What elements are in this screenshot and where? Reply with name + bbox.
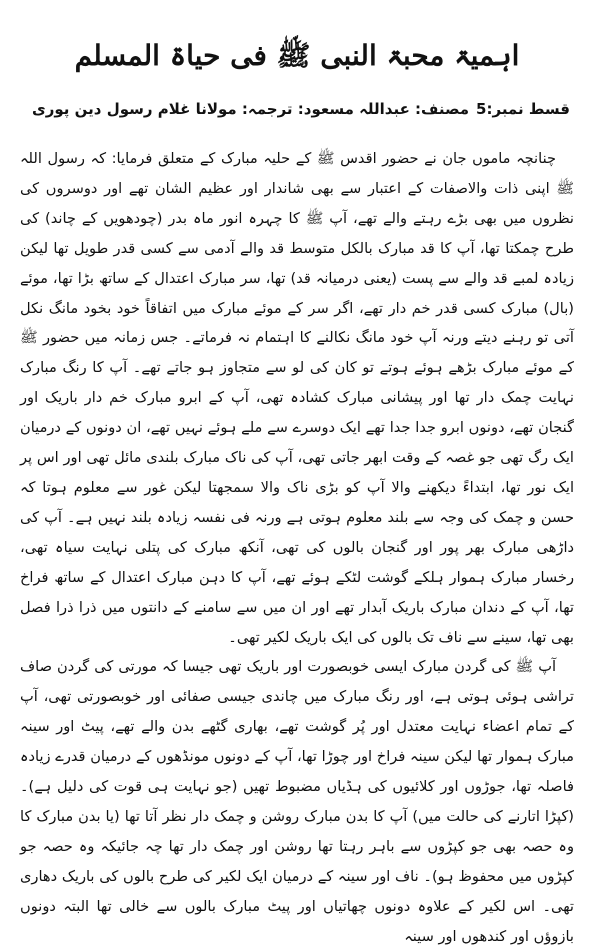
paragraph: آپ ﷺ کی گردن مبارک ایسی خوبصورت اور باریک تھی جیسا کہ مورتی کی گردن صاف تراشی ہوئی ہوتی ہے، اور رنگ مبارک میں چاندی جیسی صفائی اور خوبصورتی تھی، آپ کے تمام اعضاء نہایت معتدل اور پُر گوشت تھے، بھاری گٹھے بدن والے تھے، پیٹ اور سینہ مبارک ہموار تھا لیکن سینہ فراخ اور چوڑا تھا، آپ کے دونوں مونڈھوں کے درمیان قدرے زیادہ فاصلہ تھا، جوڑوں اور کلائیوں کی ہڈیاں مضبوط تھیں (جو نہایت ہی قوت کی دلیل ہے)۔ (کپڑا اتارنے کی حالت میں) آپ کا بدن مبارک روشن و چمک دار نظر آتا تھا (یا بدن مبارک کا وہ حصہ بھی جو کپڑوں سے باہر رہتا تھا روشن اور چمک دار تھا چہ جائیکہ وہ حصہ جو کپڑوں میں محفوظ ہو)۔ ناف اور سینہ کے درمیان ایک لکیر کی طرح بالوں کی باریک دھاری تھی۔ اس لکیر کے علاوہ دونوں چھاتیاں اور پیٹ مبارک بالوں سے خالی تھا البتہ دونوں بازوؤں اور کندھوں اور سینہ xyxy=(20,658,574,945)
author-translator-credit: مصنف: عبداللہ مسعود: ترجمہ: مولانا غلام رسول دین پوری xyxy=(32,100,470,118)
article-body xyxy=(20,144,574,951)
article-title: اہمیۃ محبۃ النبی ﷺ فی حیاۃ المسلم xyxy=(74,39,520,72)
episode-number: قسط نمبر:5 xyxy=(476,100,570,118)
article-byline xyxy=(20,94,574,124)
paragraph: چنانچہ ماموں جان نے حضور اقدس ﷺ کے حلیہ مبارک کے متعلق فرمایا: کہ رسول اللہ ﷺ اپنی ذات والاصفات کے اعتبار سے بھی شاندار اور عظیم الشان تھے اور دوسروں کی نظروں میں بھی بڑے رہتے والے تھے، آپ ﷺ کا چہرہ انور ماہ بدر (چودھویں کے چاند) کی طرح چمکتا تھا، آپ کا قد مبارک بالکل متوسط قد والے آدمی سے کسی قدر طویل تھا لیکن زیادہ لمبے قد والے سے پست (یعنی درمیانہ قد) تھا، سر مبارک اعتدال کے ساتھ بڑا تھا، موئے (بال) مبارک کسی قدر خم دار تھے، اگر سر کے موئے مبارک میں اتفاقاً خود بخود مانگ نکل آتی تو رہنے دیتے ورنہ آپ خود مانگ نکالنے کا اہتمام نہ فرماتے۔ جس زمانہ میں حضور ﷺ کے موئے مبارک بڑھے ہوئے ہوتے تو کان کی لو سے متجاوز ہو جاتے تھے۔ آپ کا رنگ مبارک نہایت چمک دار تھا اور پیشانی مبارک کشادہ تھی، آپ کے ابرو مبارک خم دار باریک اور گنجان تھے، دونوں ابرو جدا جدا تھے ایک دوسرے سے ملے ہوئے نہیں تھے، ان دونوں کے درمیان ایک رگ تھی جو غصہ کے وقت ابھر جاتی تھی، آپ کی ناک مبارک بلندی مائل تھی اور اس پر ایک نور تھا، ابتداءً دیکھنے والا آپ کو بڑی ناک والا سمجھتا لیکن غور سے معلوم ہوتا کہ حسن و چمک کی وجہ سے بلند معلوم ہوتی ہے ورنہ فی نفسہ زیادہ بلند نہیں ہے۔ آپ کی داڑھی مبارک بھر پور اور گنجان بالوں کی تھی، آنکھ مبارک کی پتلی نہایت سیاہ تھی، رخسار مبارک ہموار ہلکے گوشت لٹکے ہوئے تھے، آپ کا دہن مبارک اعتدال کے ساتھ فراخ تھا، آپ کے دندان مبارک باریک آبدار تھے اور ان میں سے سامنے کے دانتوں میں ذرا ذرا فصل بھی تھا، سینے سے ناف تک بالوں کی ایک باریک لکیر تھی۔ xyxy=(20,150,574,646)
